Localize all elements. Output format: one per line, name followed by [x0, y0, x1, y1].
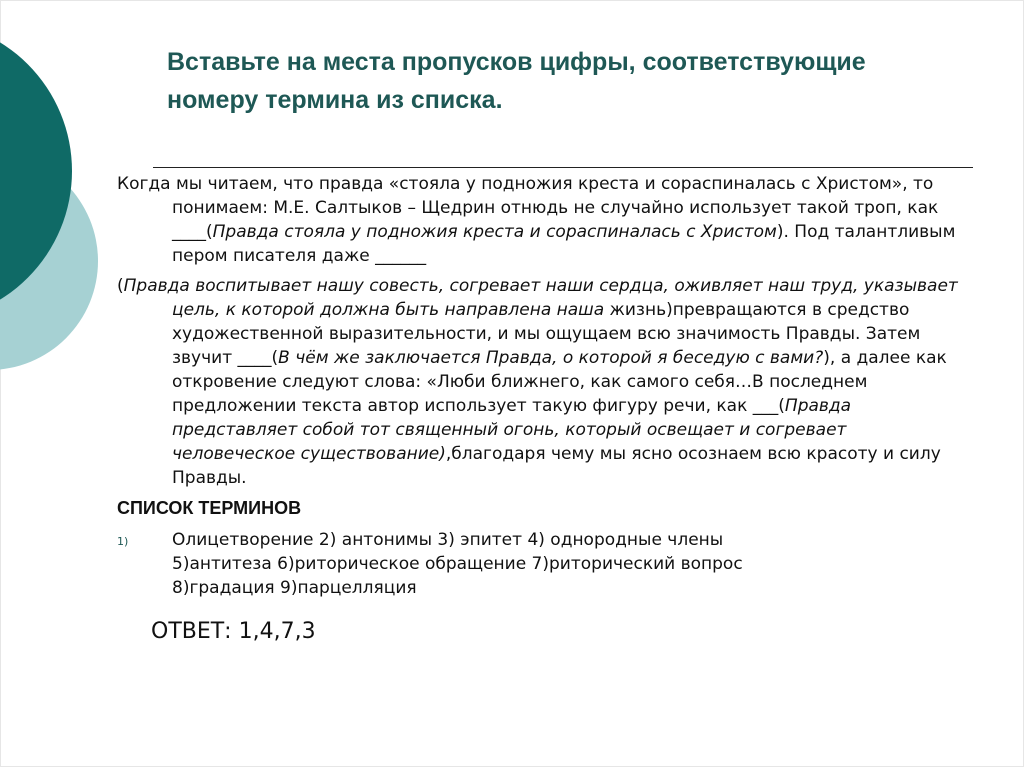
- title-line-2: номеру термина из списка.: [167, 86, 503, 114]
- p2-text-1: (: [117, 276, 124, 296]
- paragraph-1: [117, 172, 972, 268]
- p2-text-4: ,благодаря чему мы ясно осознаем всю красоту и силу Правды.: [172, 444, 941, 488]
- exercise-text: [117, 172, 972, 600]
- p2-italic-3: Правда представляет собой тот священный огонь, который освещает и согревает человеческое существование): [172, 396, 852, 464]
- list-marker: 1): [117, 535, 129, 548]
- title-line-1: Вставьте на места пропусков цифры, соответствующие: [167, 48, 866, 76]
- p2-text-3: ), а далее как откровение следуют слова: «Люби ближнего, как самого себя…В последнем предложении текста автор использует такую фигуру речи, как ___(: [172, 348, 947, 416]
- p1-text-2: ). Под талантливым пером писателя даже ______: [172, 222, 956, 266]
- p2-italic-2: В чём же заключается Правда, о которой я беседую с вами?: [278, 348, 824, 368]
- terms-list: [117, 528, 972, 600]
- terms-line-1: Олицетворение 2) антонимы 3) эпитет 4) однородные члены: [172, 530, 724, 550]
- p1-text-1: Когда мы читаем, что правда «стояла у подножия креста и сораспиналась с Христом», то понимаем: М.Е. Салтыков – Щедрин отнюдь не случайно использует такой троп, как ____(: [117, 174, 939, 242]
- slide-title: [167, 43, 987, 119]
- terms-line-3: 8)градация 9)парцелляция: [172, 578, 417, 598]
- blank-underline: [153, 167, 973, 168]
- p2-italic-1: Правда воспитывает нашу совесть, согревает наши сердца, оживляет наш труд, указывает цель, к которой должна быть направлена наша: [123, 276, 958, 320]
- paragraph-2: [117, 274, 972, 490]
- terms-line-2: 5)антитеза 6)риторическое обращение 7)риторический вопрос: [172, 554, 743, 574]
- answer-text: ОТВЕТ: 1,4,7,3: [151, 619, 316, 644]
- terms-heading: СПИСОК ТЕРМИНОВ: [117, 498, 302, 518]
- p1-italic-1: Правда стояла у подножия креста и сораспиналась с Христом: [212, 222, 777, 242]
- p2-text-2: жизнь)превращаются в средство художественной выразительности, и мы ощущаем всю значимость Правды. Затем звучит ____(: [172, 300, 921, 368]
